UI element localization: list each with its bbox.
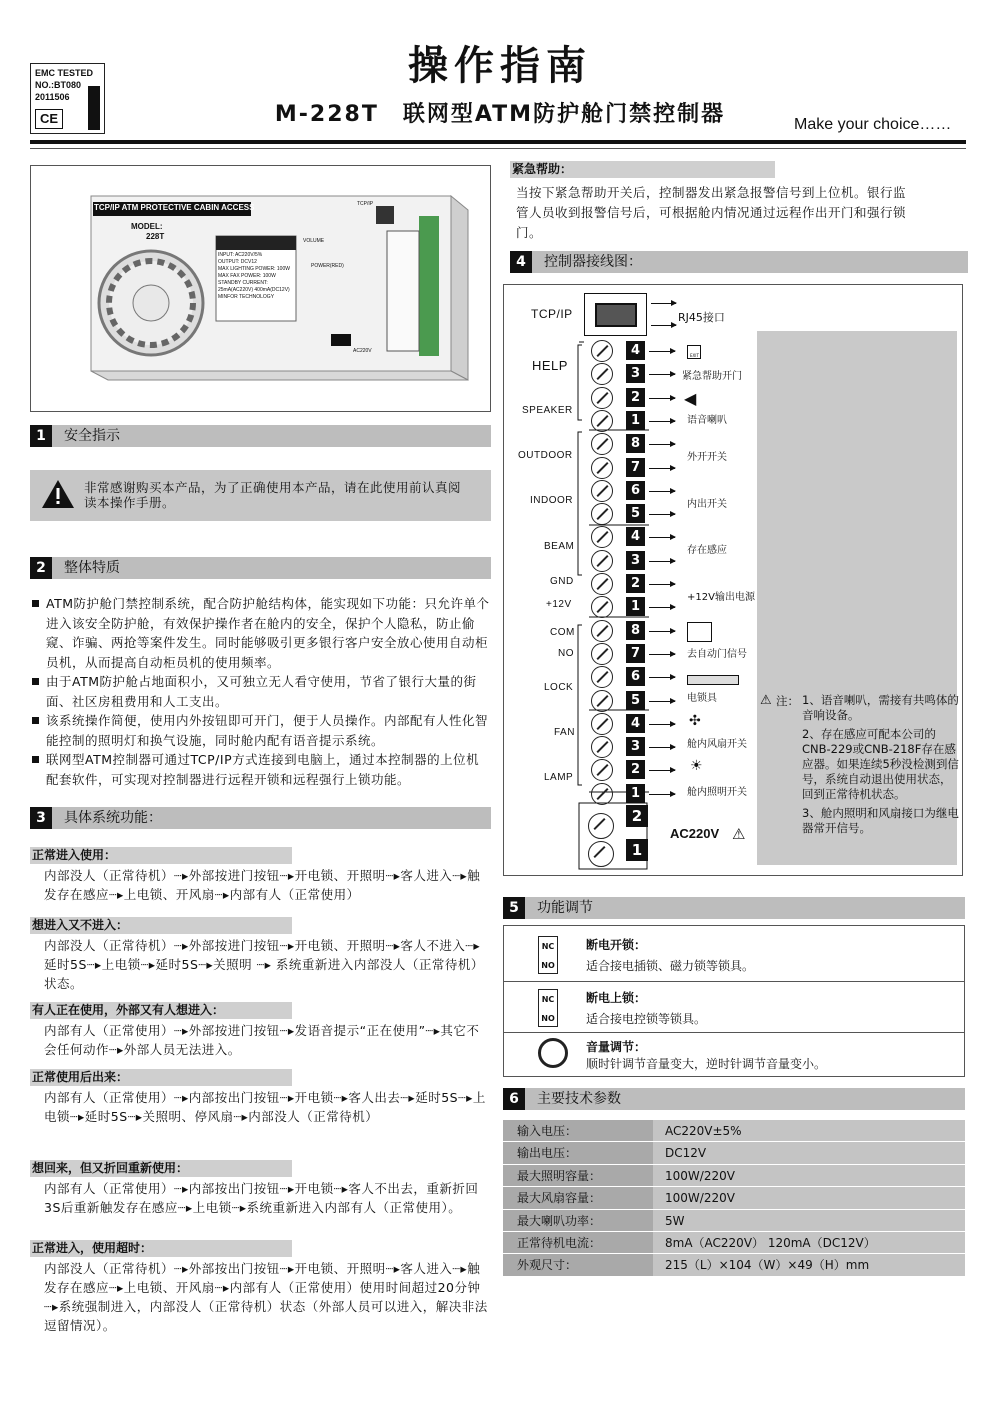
- terminal-number: 5: [626, 691, 645, 710]
- screw-terminal: [591, 643, 613, 665]
- screw-terminal: [591, 573, 613, 595]
- section-2-header: [30, 557, 491, 579]
- adjust-desc: 顺时针调节音量变大，逆时针调节音量变小。: [586, 1057, 827, 1071]
- spec-output: OUTPUT: DCV12: [218, 259, 257, 265]
- screw-terminal: [591, 410, 613, 432]
- arrow-icon: [649, 607, 675, 608]
- terminal-number: 2: [626, 388, 645, 407]
- terminal-number: 7: [626, 458, 645, 477]
- jumper-no: NO: [541, 1014, 555, 1023]
- section-4-title: 控制器接线图：: [544, 254, 642, 270]
- arrow-icon: [649, 770, 675, 771]
- spec-standby: STANDBY CURRENT:: [218, 280, 268, 286]
- device-label: 舱内风扇开关: [687, 739, 747, 750]
- function-heading: 正常进入，使用超时：: [30, 1240, 292, 1257]
- spec-key: 输入电压：: [503, 1120, 653, 1141]
- screw-terminal: [591, 550, 613, 572]
- note-item: 2、存在感应可配本公司的CNB-229或CNB-218F存在感应器。如果连续5秒没检测到信号，系统自动退出使用状态，回到正常待机状态。: [802, 727, 959, 801]
- emc-date: 2011506: [35, 92, 70, 102]
- spec-standby-values: 25mA(AC220V) 400mA(DC12V): [218, 287, 290, 293]
- spec-light: MAX LIGHTING POWER: 100W: [218, 266, 290, 272]
- arrow-icon: [649, 421, 675, 422]
- spec-key: 最大照明容量：: [503, 1165, 653, 1186]
- spec-row: [503, 1232, 965, 1254]
- group-label-lock: LOCK: [544, 682, 574, 693]
- function-heading: 想进入又不进入：: [30, 917, 292, 934]
- section-2-title: 整体特质: [64, 560, 120, 576]
- arrow-icon: [649, 794, 675, 795]
- jumper-no: NO: [541, 961, 555, 970]
- group-label-gnd: GND: [550, 576, 574, 587]
- product-ac-label: AC220V: [353, 348, 372, 354]
- group-label-fan: FAN: [554, 727, 575, 738]
- adjust-title: 断电开锁：: [586, 938, 647, 952]
- section-4-header: [510, 251, 968, 273]
- spec-value: 215（L）×104（W）×49（H）mm: [653, 1254, 965, 1275]
- group-label-indoor: INDOOR: [530, 495, 573, 506]
- spec-value: 100W/220V: [653, 1187, 965, 1208]
- function-heading: 想回来，但又折回重新使用：: [30, 1160, 292, 1177]
- volume-knob-icon: [538, 1038, 568, 1068]
- spec-row: [503, 1254, 965, 1276]
- product-photo-frame: [30, 165, 491, 412]
- feature-item: 由于ATM防护舱占地面积小，又可独立无人看守使用，节省了银行大量的街面、社区房租费用和人工支出。: [30, 672, 491, 711]
- function-text: 内部没人（正常待机）┈▸外部按进门按钮┈▸开电锁、开照明┈▸客人进入┈▸触发存在感应┈▸上电锁、开风扇┈▸内部有人（正常使用）: [44, 868, 481, 902]
- screw-terminal: [591, 503, 613, 525]
- product-model-label: MODEL:: [131, 222, 163, 231]
- adjust-title: 断电上锁：: [586, 991, 647, 1005]
- page-title: 操作指南: [408, 43, 592, 89]
- spec-fan: MAX FAX POWER: 100W: [218, 273, 276, 279]
- ac-terminal-number: 1: [626, 839, 648, 861]
- arrow-icon: [649, 491, 675, 492]
- note-item: 1、语音喇叭，需接有共鸣体的音响设备。: [802, 693, 959, 722]
- device-label: 舱内照明开关: [687, 787, 747, 798]
- section-3-number: 3: [30, 807, 52, 829]
- product-power-label: POWER(RED): [311, 263, 344, 269]
- group-label-speaker: SPEAKER: [522, 405, 573, 416]
- group-label-lamp: LAMP: [544, 772, 574, 783]
- spec-row: [503, 1187, 965, 1209]
- lamp-icon: ☀: [690, 758, 703, 774]
- page-subtitle: M-228T 联网型ATM防护舱门禁控制器: [274, 102, 726, 127]
- arrow-icon: [649, 468, 675, 469]
- ac-terminal-number: 2: [626, 805, 648, 827]
- lock-icon: [687, 675, 739, 685]
- function-text: 内部有人（正常使用）┈▸内部按出门按钮┈▸开电锁┈▸客人不出去，重新折回3S后重新触发存在感应┈▸上电锁┈▸系统重新进入内部有人（正常使用）。: [44, 1181, 479, 1215]
- arrow-icon: [649, 747, 675, 748]
- fan-icon: ✣: [689, 713, 701, 729]
- warning-text: 非常感谢购买本产品，为了正确使用本产品，请在此使用前认真阅读本操作手册。: [84, 480, 462, 510]
- jumper-nc: NC: [541, 942, 555, 951]
- section-1-title: 安全指示: [64, 428, 120, 444]
- terminal-number: 1: [626, 784, 645, 803]
- spec-input: INPUT: AC220V/5%: [218, 252, 263, 258]
- ac-terminal: [588, 813, 614, 839]
- ac-terminal: [588, 841, 614, 867]
- jumper-nc: NC: [541, 995, 555, 1004]
- arrow-icon: [651, 325, 676, 326]
- terminal-number: 4: [626, 527, 645, 546]
- wiring-diagram: [503, 284, 963, 876]
- terminal-number: 4: [626, 341, 645, 360]
- adjust-desc: 适合接电插锁、磁力锁等锁具。: [586, 959, 755, 973]
- feature-list: [30, 594, 491, 789]
- terminal-number: 8: [626, 621, 645, 640]
- arrow-icon: [649, 374, 675, 375]
- product-spec-label: [218, 252, 296, 301]
- spec-key: 最大风扇容量：: [503, 1187, 653, 1208]
- screw-terminal: [591, 480, 613, 502]
- device-label: 外开开关: [687, 452, 727, 463]
- device-label: 内出开关: [687, 499, 727, 510]
- jumper-icon: [538, 989, 558, 1027]
- screw-terminal: [591, 340, 613, 362]
- speaker-icon: ◀: [684, 389, 697, 408]
- arrow-icon: [649, 351, 675, 352]
- terminal-number: 2: [626, 574, 645, 593]
- spec-value: 100W/220V: [653, 1165, 965, 1186]
- device-label: 紧急帮助开门: [682, 371, 742, 382]
- spec-value: 5W: [653, 1210, 965, 1231]
- section-5-header: [503, 897, 965, 919]
- product-model-value: 228T: [146, 232, 165, 241]
- arrow-icon: [649, 537, 675, 538]
- spec-key: 正常待机电流：: [503, 1232, 653, 1253]
- section-3-title: 具体系统功能：: [64, 810, 162, 826]
- terminal-number: 2: [626, 760, 645, 779]
- arrow-icon: [649, 677, 675, 678]
- terminal-number: 3: [626, 737, 645, 756]
- function-text: 内部没人（正常待机）┈▸外部按出门按钮┈▸开电锁、开照明┈▸客人进入┈▸触发存在感应┈▸上电锁、开风扇┈▸内部有人（正常使用）使用时间超过20分钟┈▸系统强制进入，内部没人（正常待机）状态（外部人员可以进入，解决非法逗留情况）。: [44, 1261, 488, 1333]
- notes-lead: 注：: [776, 694, 799, 708]
- spec-table: [503, 1120, 965, 1277]
- door-icon: [687, 622, 712, 642]
- section-5-number: 5: [503, 897, 525, 919]
- section-1-header: [30, 425, 491, 447]
- rj45-label: RJ45接口: [678, 311, 725, 324]
- device-label: 语音喇叭: [687, 415, 727, 426]
- adjust-desc: 适合接电控锁等锁具。: [586, 1012, 707, 1026]
- function-text: 内部有人（正常使用）┈▸内部按出门按钮┈▸开电锁┈▸客人出去┈▸延时5S┈▸上电锁┈▸延时5S┈▸关照明、停风扇┈▸内部没人（正常待机）: [44, 1090, 486, 1124]
- feature-item: 该系统操作简便，使用内外按钮即可开门，便于人员操作。内部配有人性化智能控制的照明灯和换气设施，同时舱内配有语音提示系统。: [30, 711, 491, 750]
- screw-terminal: [591, 457, 613, 479]
- screw-terminal: [591, 620, 613, 642]
- terminal-number: 4: [626, 714, 645, 733]
- spec-row: [503, 1210, 965, 1232]
- group-label-12v: +12V: [546, 599, 572, 610]
- ce-mark: CE: [35, 109, 63, 129]
- terminal-number: 8: [626, 434, 645, 453]
- feature-item: ATM防护舱门禁控制系统，配合防护舱结构体，能实现如下功能：只允许单个进入该安全防护舱，有效保护操作者在舱内的安全，保护个人隐私，防止偷窥、诈骗、两抢等案件发生。同时能够吸引更多银行客户安全放心使用自动柜员机，从而提高自动柜员机的使用频率。: [30, 594, 491, 672]
- section-6-number: 6: [503, 1088, 525, 1110]
- notes-list: [802, 693, 962, 836]
- function-heading: 正常使用后出来：: [30, 1069, 292, 1086]
- spec-row: [503, 1120, 965, 1142]
- function-heading: 正常进入使用：: [30, 847, 292, 864]
- arrow-icon: [649, 654, 675, 655]
- terminal-number: 5: [626, 504, 645, 523]
- feature-item: 联网型ATM控制器可通过TCP/IP方式连接到电脑上，通过本控制器的上位机配套软件，可实现对控制器进行远程开锁和远程强行上锁功能。: [30, 750, 491, 789]
- ac-label: AC220V: [670, 826, 720, 841]
- terminal-number: 6: [626, 481, 645, 500]
- group-label-no: NO: [558, 648, 574, 659]
- note-warning-icon: ⚠: [760, 693, 772, 708]
- emc-title: EMC TESTED: [35, 68, 94, 78]
- section-6-header: [503, 1088, 965, 1110]
- terminal-number: 1: [626, 597, 645, 616]
- group-label-beam: BEAM: [544, 541, 575, 552]
- emergency-heading: 紧急帮助：: [510, 161, 775, 178]
- rj45-port-box: [584, 293, 647, 336]
- arrow-icon: [651, 303, 676, 304]
- product-volume-label: VOLUME: [303, 238, 325, 244]
- exit-tag: EXIT: [690, 353, 699, 358]
- arrow-icon: [649, 701, 675, 702]
- row-divider: [504, 1032, 964, 1033]
- group-label-outdoor: OUTDOOR: [518, 450, 573, 461]
- product-port-label: TCP/IP: [357, 201, 374, 207]
- section-4-number: 4: [510, 251, 532, 273]
- device-label: 存在感应: [687, 545, 727, 556]
- adjust-title: 音量调节：: [586, 1040, 647, 1054]
- terminal-number: 6: [626, 667, 645, 686]
- function-text: 内部有人（正常使用）┈▸外部按进门按钮┈▸发语音提示“正在使用”┈▸其它不会任何动作┈▸外部人员无法进入。: [44, 1023, 480, 1057]
- arrow-icon: [649, 561, 675, 562]
- spec-key: 外观尺寸：: [503, 1254, 653, 1275]
- terminal-number: 3: [626, 364, 645, 383]
- row-divider: [504, 981, 964, 982]
- arrow-icon: [649, 514, 675, 515]
- exit-button-icon: [687, 345, 701, 359]
- terminal-number: 7: [626, 644, 645, 663]
- arrow-icon: [649, 398, 675, 399]
- arrow-icon: [649, 631, 675, 632]
- arrow-icon: [649, 724, 675, 725]
- screw-terminal: [591, 690, 613, 712]
- terminal-number: 1: [626, 411, 645, 430]
- spec-key: 最大喇叭功率：: [503, 1210, 653, 1231]
- device-label: +12V输出电源: [687, 592, 755, 603]
- warning-icon: [40, 478, 76, 510]
- screw-terminal: [591, 783, 613, 805]
- device-label: 去自动门信号: [687, 649, 747, 660]
- product-banner: TCP/IP ATM PROTECTIVE CABIN ACCESS: [94, 203, 255, 212]
- spec-key: 输出电压：: [503, 1142, 653, 1163]
- device-label: 电锁具: [687, 693, 717, 704]
- spec-value: AC220V±5%: [653, 1120, 965, 1141]
- spec-value: 8mA（AC220V） 120mA（DC12V）: [653, 1232, 965, 1253]
- high-voltage-icon: ⚠: [732, 825, 746, 843]
- spec-value: DC12V: [653, 1142, 965, 1163]
- arrow-icon: [649, 584, 675, 585]
- spec-row: [503, 1142, 965, 1164]
- screw-terminal: [591, 713, 613, 735]
- screw-terminal: [591, 387, 613, 409]
- screw-terminal: [591, 736, 613, 758]
- section-2-number: 2: [30, 557, 52, 579]
- section-1-number: 1: [30, 425, 52, 447]
- function-text: 内部没人（正常待机）┈▸外部按进门按钮┈▸开电锁、开照明┈▸客人不进入┈▸延时5S┈▸上电锁┈▸延时5S┈▸关照明 ┈▸ 系统重新进入内部没人（正常待机）状态。: [44, 938, 484, 991]
- header-rule: [30, 140, 966, 144]
- group-label-help: HELP: [532, 358, 568, 373]
- section-6-title: 主要技术参数: [537, 1091, 621, 1107]
- terminal-number: 3: [626, 551, 645, 570]
- rj45-port-icon: [595, 303, 637, 327]
- tcp-label: TCP/IP: [531, 307, 573, 321]
- jumper-icon: [538, 936, 558, 974]
- section-3-header: [30, 807, 491, 829]
- spec-row: [503, 1165, 965, 1187]
- adjust-table: [503, 925, 965, 1077]
- note-item: 3、舱内照明和风扇接口为继电器常开信号。: [802, 806, 959, 835]
- group-label-com: COM: [550, 627, 575, 638]
- tagline: Make your choice……: [794, 116, 952, 133]
- function-heading: 有人正在使用，外部又有人想进入：: [30, 1002, 292, 1019]
- warning-box: [30, 470, 491, 521]
- emergency-text: 当按下紧急帮助开关后，控制器发出紧急报警信号到上位机。银行监管人员收到报警信号后，可根据舱内情况通过远程作出开门和强行锁门。: [516, 185, 907, 240]
- section-5-title: 功能调节: [537, 900, 593, 916]
- emc-bar: [88, 86, 100, 130]
- header-rule-thin: [30, 148, 966, 149]
- emc-number: NO.:BT080: [35, 80, 82, 90]
- spec-brand: MINFOR TECHNOLOGY: [218, 294, 275, 300]
- arrow-icon: [649, 444, 675, 445]
